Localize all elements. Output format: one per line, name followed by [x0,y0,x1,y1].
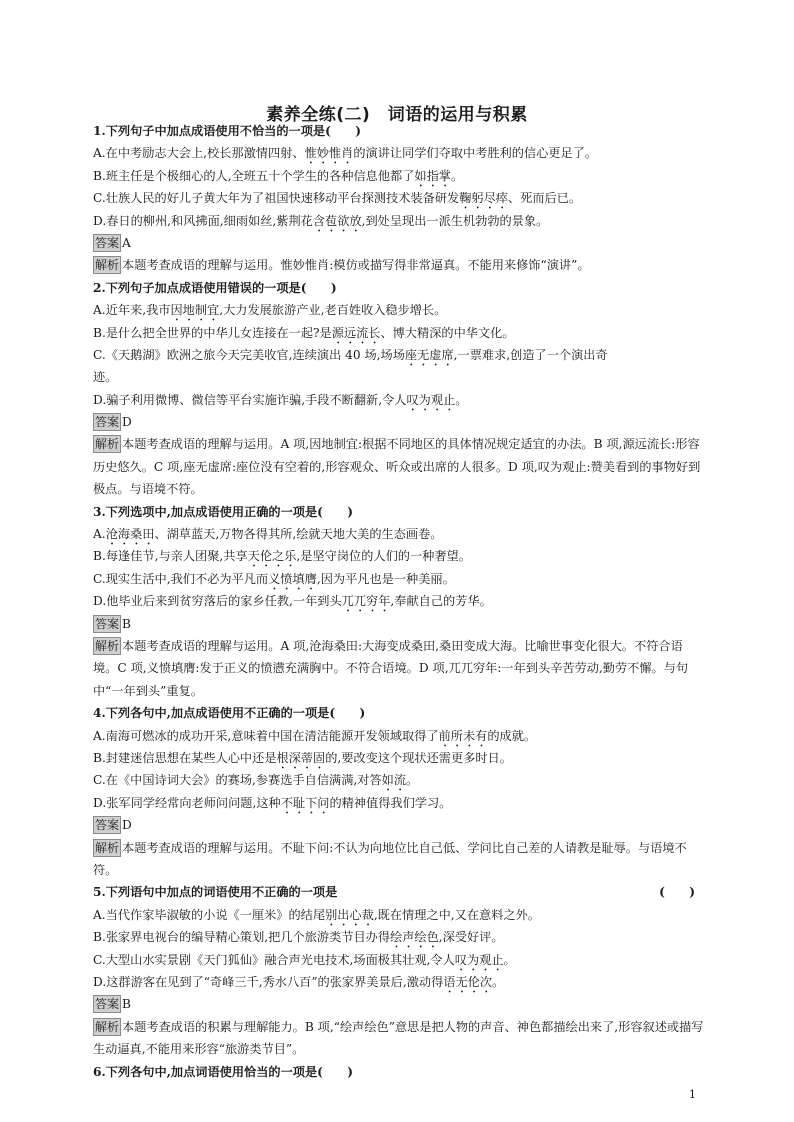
question-5-stem: 5.下列语句中加点的词语使用不正确的一项是 ( ) [93,885,695,900]
question-2-option-b: B.是什么把全世界的中华儿女连接在一起?是源远流长、博大精深的中华文化。 [93,325,515,340]
question-4-option-a: A.南海可燃冰的成功开采,意味着中国在清洁能源开发领域取得了前所未有的成就。 [93,728,537,743]
page-title: 素养全练(二) 词语的运用与积累 [266,105,528,125]
question-1-option-d: D.春日的柳州,和风拂面,细雨如丝,紫荆花含苞欲放,到处呈现出一派生机勃勃的景象。 [93,213,549,228]
analysis-tag: 解析 [95,437,120,452]
analysis-tag: 解析 [95,1019,120,1034]
question-3-option-d: D.他毕业后来到贫穷落后的家乡任教,一年到头兀兀穷年,奉献自己的芳华。 [93,594,492,609]
answer-tag: 答案 [95,235,120,250]
question-3-option-b: B.每逢佳节,与亲人团聚,共享天伦之乐,是坚守岗位的人们的一种奢望。 [93,549,471,564]
question-2-option-d: D.骗子利用微博、微信等平台实施诈骗,手段不断翻新,令人叹为观止。 [93,392,468,407]
question-5-analysis: 解析 本题考查成语的积累与理解能力。B 项,“绘声绘色”意思是把人物的声音、神色都描绘出来了,形容叙述或描写生动逼真,不能用来形容“旅游类节目”。 [93,1019,704,1057]
answer-tag: 答案 [95,818,120,833]
question-3-analysis: 解析 本题考查成语的理解与运用。A 项,沧海桑田:大海变成桑田,桑田变成大海。比喻世事变化很大。不符合语境。C 项,义愤填膺:发于正义的愤懑充满胸中。不符合语境。D 项,兀兀穷年:一年到头辛苦劳动,勤劳不懈。与句中“一年到头”重复。 [93,639,689,698]
answer-tag: 答案 [95,616,120,631]
analysis-tag: 解析 [95,840,120,855]
question-1-analysis: 解析 本题考查成语的理解与运用。惟妙惟肖:模仿或描写得非常逼真。不能用来修饰“演讲”。 [95,258,590,273]
analysis-tag: 解析 [95,639,120,654]
question-1-option-a: A.在中考励志大会上,校长那激情四射、惟妙惟肖的演讲让同学们夺取中考胜利的信心更足了。 [93,146,598,161]
question-2-answer: 答案 D [95,415,132,430]
question-list [93,120,705,1083]
answer-tag: 答案 [95,415,120,430]
question-3-answer: 答案 B [95,616,131,631]
question-5-option-d: D.这群游客在见到了“奇峰三千,秀水八百”的张家界美景后,激动得语无伦次。 [93,974,505,989]
question-2-option-a: A.近年来,我市因地制宜,大力发展旅游产业,老百姓收入稳步增长。 [93,303,447,318]
question-4-option-b: B.封建迷信思想在某些人心中还是根深蒂固的,要改变这个现状还需更多时日。 [93,751,512,766]
question-2-option-c: C.《天鹅湖》欧洲之旅今天完美收官,连续演出 40 场,场场座无虚席,一票难求,创造了一个演出奇 [93,347,608,362]
question-6-stem: 6.下列各句中,加点词语使用恰当的一项是( ) [93,1064,354,1079]
question-4-option-d: D.张军同学经常向老师问问题,这种不耻下问的精神值得我们学习。 [93,795,452,810]
question-1-option-c: C.壮族人民的好儿子黄大年为了祖国快速移动平台探测技术装备研发鞠躬尽瘁、死而后已。 [93,191,582,206]
analysis-tag: 解析 [95,258,120,273]
question-4-answer: 答案 D [95,818,132,833]
question-5-option-c: C.大型山水实景剧《天门狐仙》融合声光电技术,场面极其壮观,令人叹为观止。 [93,952,516,967]
page-number: 1 [689,1088,696,1101]
question-2-analysis: 解析 本题考查成语的理解与运用。A 项,因地制宜:根据不同地区的具体情况规定适宜的办法。B 项,源远流长:形容历史悠久。C 项,座无虚席:座位没有空着的,形容观众、听众或出席的人很多。D 项,叹为观止:赞美看到的事物好到极点。与语境不符。 [93,437,701,497]
question-4-analysis: 解析 本题考查成语的理解与运用。不耻下问:不认为向地位比自己低、学问比自己差的人请教是耻辱。与语境不符。 [93,840,687,878]
question-5-option-b: B.张家界电视台的编导精心策划,把几个旅游类节目办得绘声绘色,深受好评。 [93,930,504,945]
question-3-stem: 3.下列选项中,加点成语使用正确的一项是( ) [93,504,354,519]
question-1-option-b: B.班主任是个极细心的人,全班五十个学生的各种信息他都了如指掌。 [93,168,464,183]
question-5-answer: 答案 B [95,997,131,1012]
question-1-answer: 答案 A [95,235,131,250]
question-3-option-a: A.沧海桑田、湖草蓝天,万物各得其所,绘就天地大美的生态画卷。 [93,527,443,542]
question-3-option-c: C.现实生活中,我们不必为平凡而义愤填膺,因为平凡也是一种美丽。 [93,571,455,586]
question-2-option-c-cont: 迹。 [93,370,118,385]
question-4-stem: 4.下列各句中,加点成语使用不正确的一项是( ) [93,706,366,721]
question-5-option-a: A.当代作家毕淑敏的小说《一厘米》的结尾别出心裁,既在情理之中,又在意料之外。 [93,907,540,922]
question-1-stem: 1.下列句子中加点成语使用不恰当的一项是( ) [93,124,362,138]
question-4-option-c: C.在《中国诗词大会》的赛场,参赛选手自信满满,对答如流。 [93,773,419,788]
answer-tag: 答案 [95,997,120,1012]
question-2-stem: 2.下列句子加点成语使用错误的一项是( ) [93,280,337,295]
